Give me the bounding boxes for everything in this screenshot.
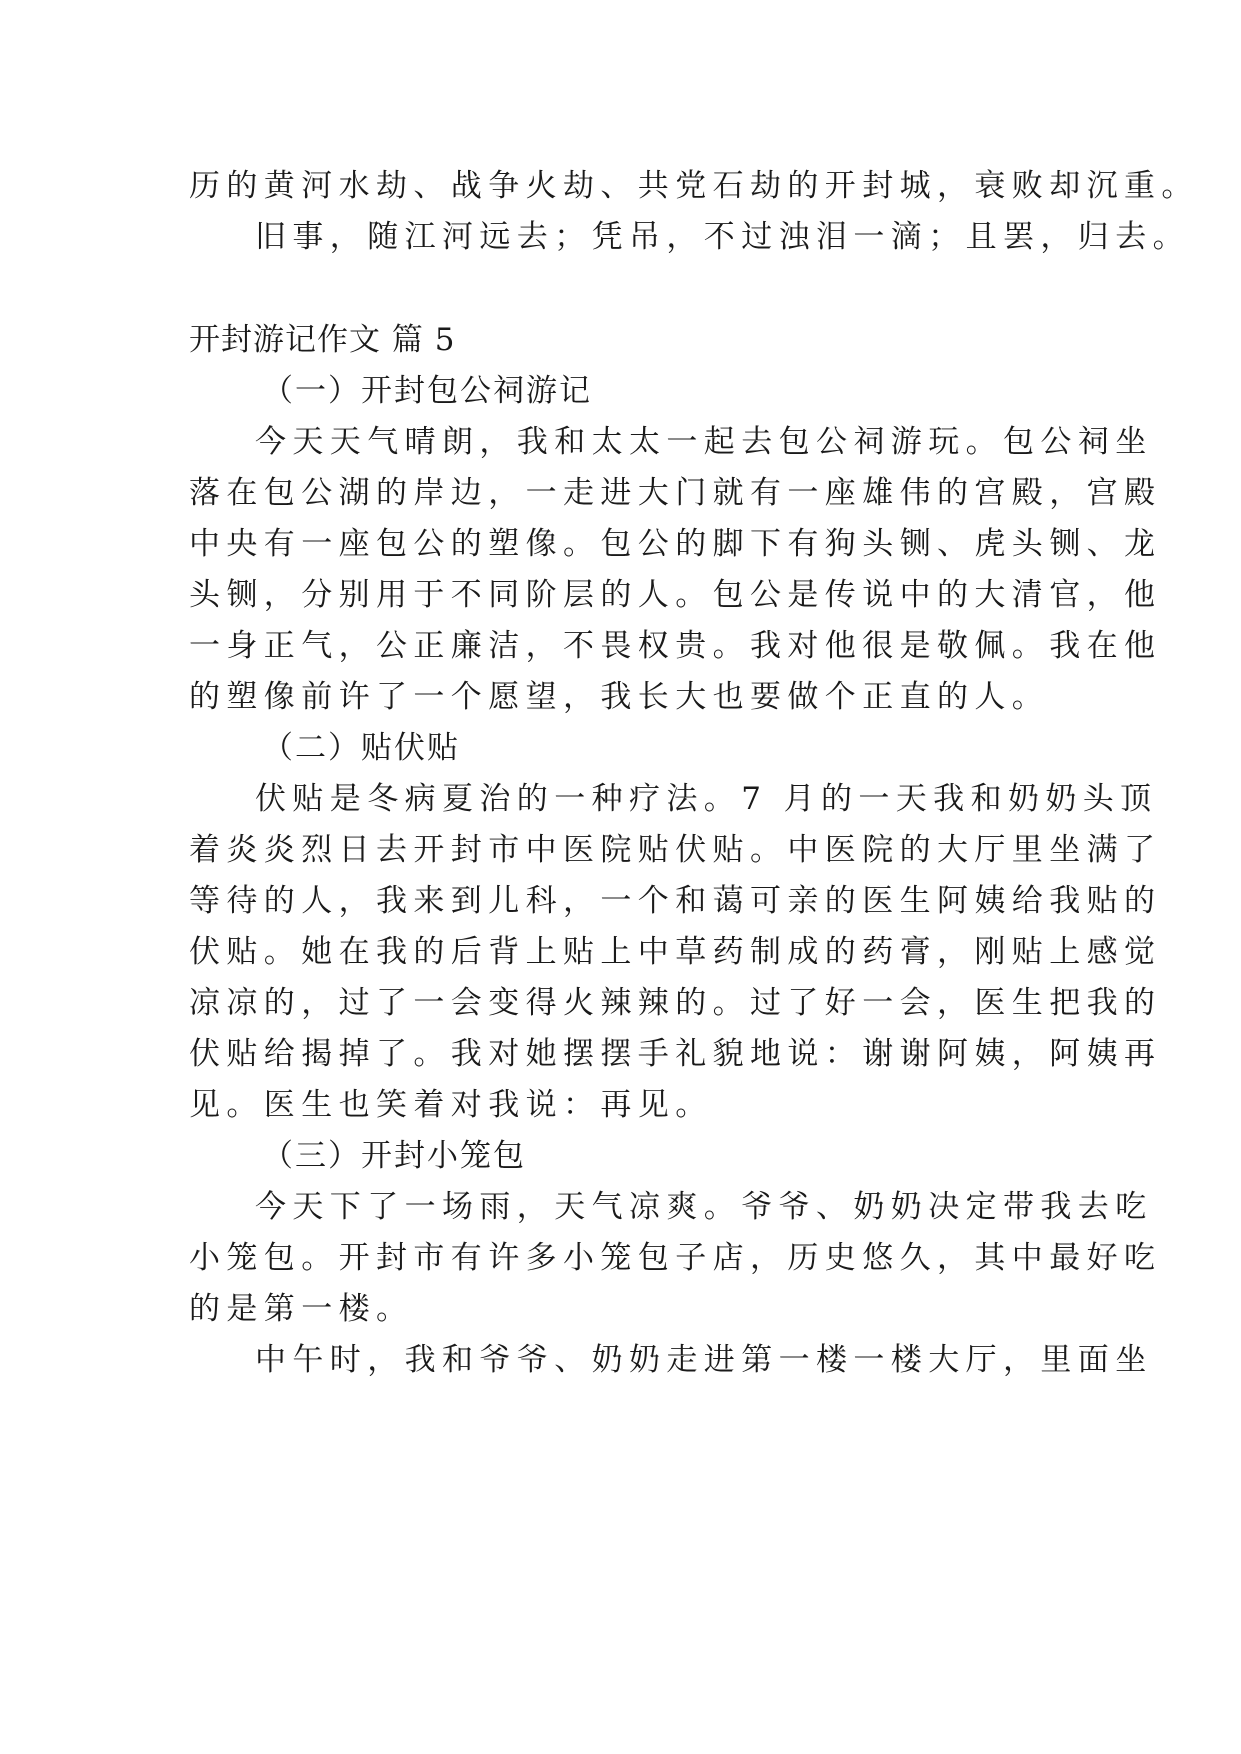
part1-line-3: 中央有一座包公的塑像。包公的脚下有狗头铡、虎头铡、龙 (189, 526, 1162, 562)
part1-line-5: 一身正气，公正廉洁，不畏权贵。我对他很是敬佩。我在他 (189, 628, 1162, 664)
part2-line-6: 伏贴给揭掉了。我对她摆摆手礼貌地说：谢谢阿姨，阿姨再 (189, 1036, 1162, 1072)
part3-line-3: 的是第一楼。 (189, 1291, 414, 1327)
part2-line-3: 等待的人，我来到儿科，一个和蔼可亲的医生阿姨给我贴的 (189, 883, 1162, 919)
part2-line-7: 见。医生也笑着对我说：再见。 (189, 1087, 713, 1123)
part3-title: （三）开封小笼包 (262, 1138, 526, 1174)
part2-line-1: 伏贴是冬病夏治的一种疗法。7 月的一天我和奶奶头顶 (255, 781, 1158, 817)
part1-line-6: 的塑像前许了一个愿望，我长大也要做个正直的人。 (189, 679, 1050, 715)
part2-line-5: 凉凉的，过了一会变得火辣辣的。过了好一会，医生把我的 (189, 985, 1162, 1021)
intro-line-1: 历的黄河水劫、战争火劫、共党石劫的开封城，衰败却沉重。 (189, 168, 1199, 204)
part1-title: （一）开封包公祠游记 (262, 373, 592, 409)
part2-line-4: 伏贴。她在我的后背上贴上中草药制成的药膏，刚贴上感觉 (189, 934, 1162, 970)
intro-line-2: 旧事，随江河远去；凭吊，不过浊泪一滴；且罢，归去。 (255, 219, 1190, 255)
part3-next-paragraph: 中午时，我和爷爷、奶奶走进第一楼一楼大厅，里面坐 (255, 1342, 1153, 1378)
part2-title: （二）贴伏贴 (262, 730, 460, 766)
section-heading: 开封游记作文 篇 5 (189, 322, 456, 358)
part2-line-2: 着炎炎烈日去开封市中医院贴伏贴。中医院的大厅里坐满了 (189, 832, 1162, 868)
part1-line-4: 头铡，分别用于不同阶层的人。包公是传说中的大清官，他 (189, 577, 1162, 613)
part3-line-2: 小笼包。开封市有许多小笼包子店，历史悠久，其中最好吃 (189, 1240, 1162, 1276)
part3-line-1: 今天下了一场雨，天气凉爽。爷爷、奶奶决定带我去吃 (255, 1189, 1153, 1225)
part1-line-1: 今天天气晴朗，我和太太一起去包公祠游玩。包公祠坐 (255, 424, 1153, 460)
part1-line-2: 落在包公湖的岸边，一走进大门就有一座雄伟的宫殿，宫殿 (189, 475, 1162, 511)
